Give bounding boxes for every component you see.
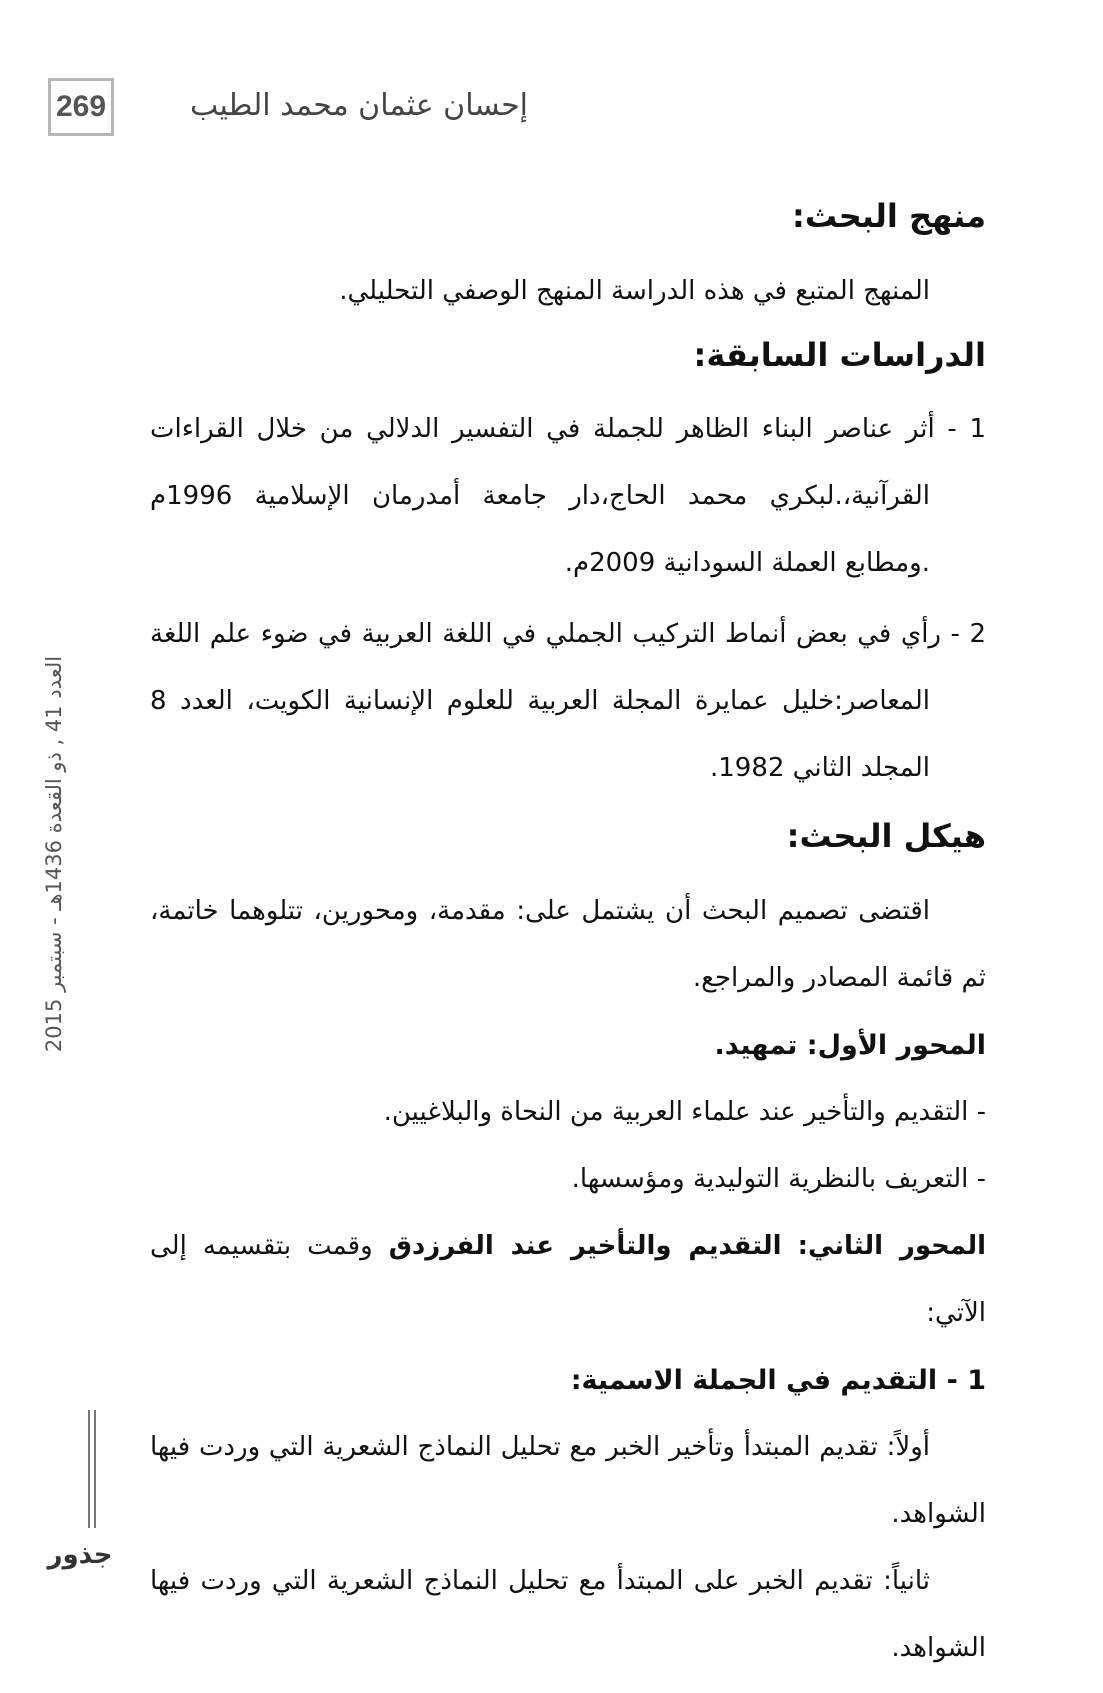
axis1-title: المحور الأول: تمهيد.	[714, 1029, 986, 1061]
previous-study-item: 1 - أثر عناصر البناء الظاهر للجملة في التفسير الدلالي من خلال القراءات القرآنية،.لبكري محمد الحاج،دار جامعة أمدرمان الإسلامية 1996م .ومطابع العملة السودانية 2009م.	[150, 414, 986, 579]
axis2-rest: وقمت بتقسيمه إلى الآتي:	[150, 1230, 986, 1328]
structure-heading: هيكل البحث:	[786, 817, 986, 856]
running-head-author: إحسان عثمان محمد الطيب	[189, 88, 528, 123]
page-content	[150, 196, 986, 1682]
axis2-title: التقديم والتأخير عند الفرزدق	[388, 1230, 782, 1261]
second-point: ثانياً: تقديم الخبر على المبتدأ مع تحليل النماذج الشعرية التي وردت فيها الشواهد.	[150, 1565, 986, 1663]
sub1-title: 1 - التقديم في الجملة الاسمية:	[570, 1364, 986, 1396]
axis1-item: - التقديم والتأخير عند علماء العربية من النحاة والبلاغيين.	[383, 1096, 986, 1127]
method-heading: منهج البحث:	[792, 197, 986, 235]
issue-info: العدد 41 , ذو القعدة 1436هـ - سبتمبر 2015	[42, 655, 66, 1053]
side-rule	[88, 1410, 90, 1528]
axis1-item: - التعريف بالنظرية التوليدية ومؤسسها.	[571, 1163, 986, 1194]
axis2-label: المحور الثاني:	[797, 1230, 987, 1261]
structure-intro: اقتضى تصميم البحث أن يشتمل على: مقدمة، ومحورين، تتلوهما خاتمة، ثم قائمة المصادر والمراجع.	[150, 895, 986, 993]
page-number: 269	[48, 78, 114, 136]
previous-study-item: 2 - رأي في بعض أنماط التركيب الجملي في اللغة العربية في ضوء علم اللغة المعاصر:خليل عمايرة المجلة العربية للعلوم الإنسانية الكويت، العدد 8 المجلد الثاني 1982.	[150, 619, 986, 784]
method-text: المنهج المتبع في هذه الدراسة المنهج الوصفي التحليلي.	[339, 275, 930, 306]
side-rule	[94, 1410, 96, 1528]
first-point: أولاً: تقديم المبتدأ وتأخير الخبر مع تحليل النماذج الشعرية التي وردت فيها الشواهد.	[150, 1431, 986, 1529]
journal-logo: جذور	[47, 1540, 113, 1570]
previous-studies-heading: الدراسات السابقة:	[693, 335, 986, 374]
axis2-paragraph	[150, 1213, 986, 1347]
